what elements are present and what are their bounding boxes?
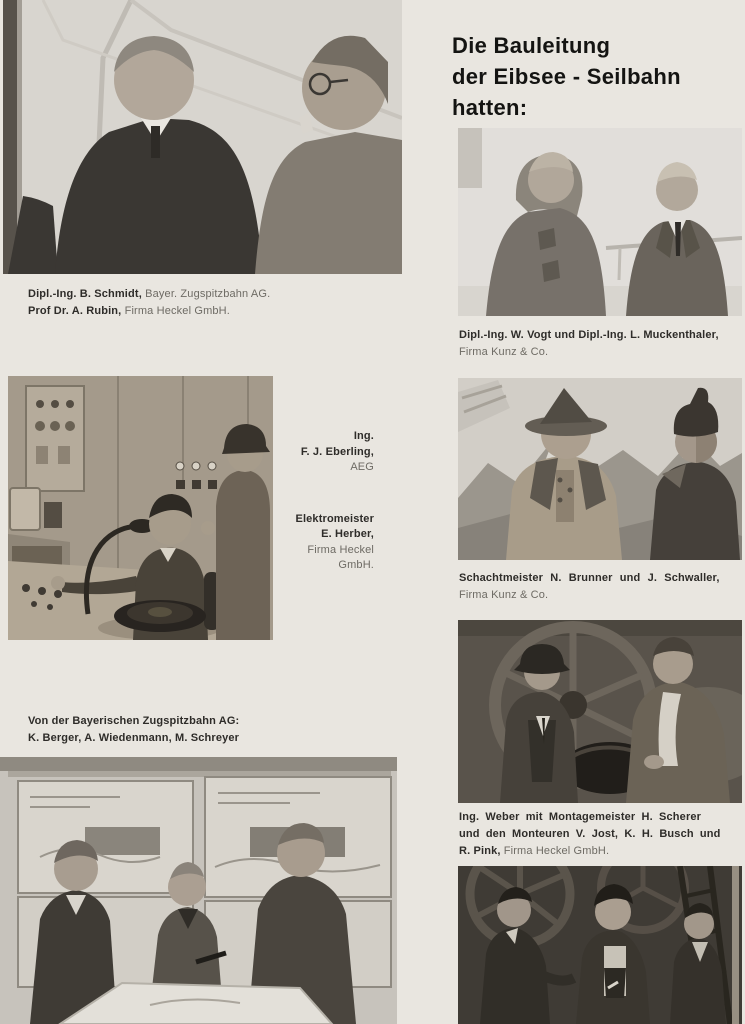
caption-line: Ing. Weber mit Montagemeister H. Scherer	[459, 811, 702, 823]
person-name: Dipl.-Ing. W. Vogt und Dipl.-Ing. L. Muckenthaler,	[459, 329, 719, 341]
caption-weber-team	[459, 809, 721, 860]
caption-schmidt-rubin	[28, 286, 270, 320]
person-name: R. Pink,	[459, 845, 501, 857]
person-name: Dipl.-Ing. B. Schmidt,	[28, 288, 142, 300]
page-title-line: hatten:	[452, 95, 528, 120]
firm-name: Firma Heckel GmbH.	[503, 845, 610, 857]
photo-monteure	[458, 866, 742, 1024]
caption-vogt-muckenthaler	[459, 327, 719, 361]
person-role: Ing.	[353, 430, 374, 442]
firm-name: Firma Heckel	[307, 543, 374, 556]
caption-brunner-schwaller	[459, 570, 720, 604]
firm-name: Firma Kunz & Co.	[459, 346, 549, 358]
person-name: Schachtmeister N. Brunner und J. Schwaller,	[459, 572, 720, 584]
person-role: Elektromeister	[295, 512, 374, 525]
photo-plan-review-illustration	[0, 757, 397, 1024]
caption-line: Von der Bayerischen Zugspitzbahn AG:	[28, 715, 240, 727]
person-name: F. J. Eberling,	[300, 445, 374, 458]
caption-line	[28, 303, 270, 320]
firm-name: GmbH.	[338, 559, 374, 571]
photo-plan-review	[0, 757, 397, 1024]
caption-eberling	[228, 429, 374, 476]
person-name: Prof Dr. A. Rubin,	[28, 305, 122, 317]
caption-line: und den Monteuren V. Jost, K. H. Busch und	[459, 828, 721, 840]
photo-schmidt-rubin	[3, 0, 402, 274]
photo-schmidt-rubin-illustration	[3, 0, 402, 274]
firm-name: Firma Kunz & Co.	[459, 589, 549, 601]
photo-monteure-illustration	[458, 866, 742, 1024]
photo-weber-scherer-illustration	[458, 620, 742, 803]
photo-vogt-muckenthaler-illustration	[458, 128, 742, 316]
caption-line	[459, 843, 721, 860]
page-title-line: Die Bauleitung	[452, 33, 611, 58]
caption-herber	[228, 512, 374, 574]
page-title	[452, 30, 681, 123]
caption-line	[28, 286, 270, 303]
caption-line: K. Berger, A. Wiedenmann, M. Schreyer	[28, 732, 240, 744]
firm-name: Bayer. Zugspitzbahn AG.	[145, 288, 271, 300]
photo-brunner-schwaller-illustration	[458, 378, 742, 560]
photo-vogt-muckenthaler	[458, 128, 742, 316]
firm-name: AEG	[350, 461, 374, 473]
caption-eberling-herber	[228, 429, 374, 574]
caption-zugspitzbahn-team	[28, 713, 239, 747]
photo-weber-scherer	[458, 620, 742, 803]
photo-brunner-schwaller	[458, 378, 742, 560]
person-name: E. Herber,	[321, 528, 374, 540]
firm-name: Firma Heckel GmbH.	[124, 305, 230, 317]
page-title-line: der Eibsee - Seilbahn	[452, 64, 681, 89]
